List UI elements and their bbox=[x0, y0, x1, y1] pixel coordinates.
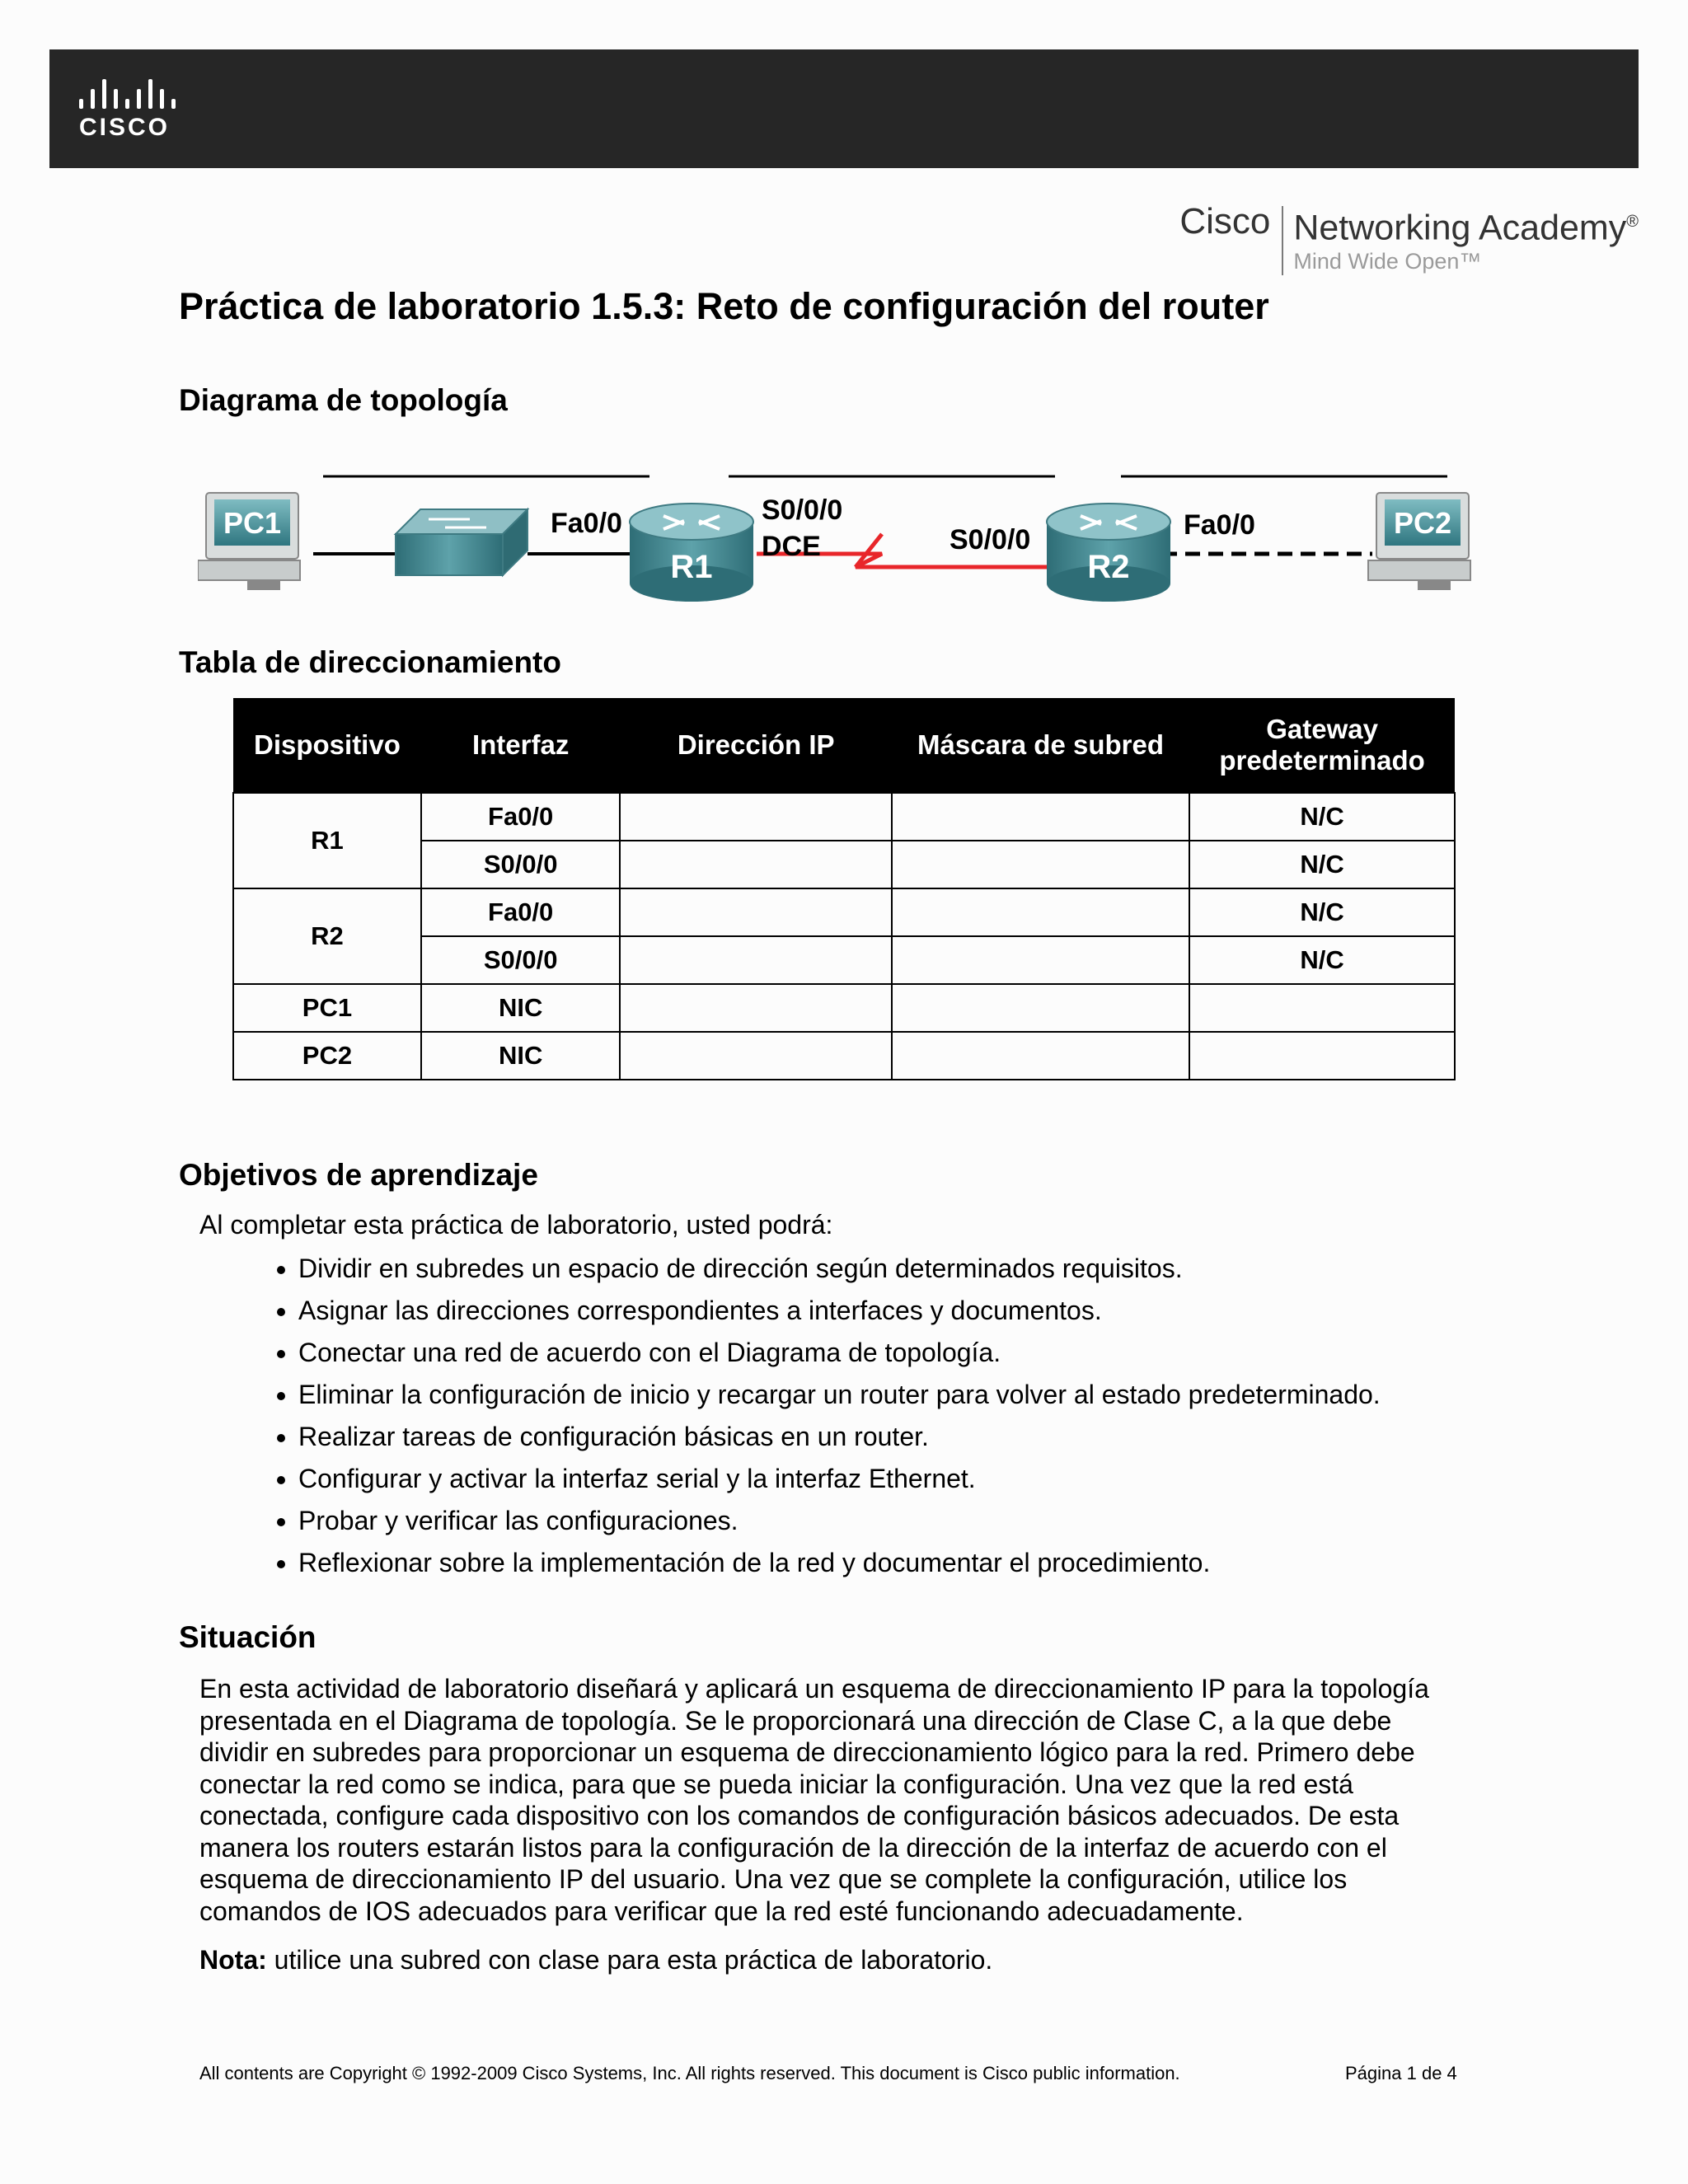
cell-ip bbox=[620, 793, 891, 841]
cell-mask bbox=[892, 841, 1189, 888]
academy-cisco: Cisco bbox=[1179, 201, 1271, 241]
list-item: • Realizar tareas de configuración básicas en un router. bbox=[298, 1416, 1381, 1458]
table-row bbox=[233, 793, 1455, 841]
col-header-gateway: Gateway predeterminado bbox=[1189, 698, 1455, 793]
list-item: • Eliminar la configuración de inicio y recargar un router para volver al estado predeterminado. bbox=[298, 1374, 1381, 1416]
paragraph-line: presentada en el Diagrama de topología. Se le proporcionará una dirección de Clase C, a la que debe bbox=[199, 1705, 1392, 1736]
r1-serial-label: S0/0/0 bbox=[762, 494, 843, 526]
cell-device: R1 bbox=[233, 793, 421, 888]
svg-text:PC2: PC2 bbox=[1393, 506, 1452, 540]
cell-ip bbox=[620, 984, 891, 1032]
topology-heading: Diagrama de topología bbox=[179, 383, 508, 417]
cell-mask bbox=[892, 888, 1189, 936]
paragraph-line: manera los routers estarán listos para la configuración de la dirección de la interfaz de acuerdo con el bbox=[199, 1832, 1387, 1863]
addressing-table bbox=[232, 698, 1456, 1080]
note-label: Nota: bbox=[199, 1945, 267, 1975]
cell-gateway bbox=[1189, 1032, 1455, 1080]
dce-label: DCE bbox=[762, 531, 821, 562]
r2-router-icon bbox=[1047, 504, 1170, 602]
table-row bbox=[233, 984, 1455, 1032]
topology-diagram bbox=[198, 452, 1500, 616]
academy-name: Networking Academy® bbox=[1293, 208, 1639, 248]
svg-text:R1: R1 bbox=[670, 549, 713, 585]
cell-gateway bbox=[1189, 984, 1455, 1032]
col-header-device: Dispositivo bbox=[233, 698, 421, 793]
addressing-heading: Tabla de direccionamiento bbox=[179, 645, 561, 679]
list-item: • Probar y verificar las configuraciones. bbox=[298, 1500, 1381, 1542]
cisco-wordmark: CISCO bbox=[79, 114, 171, 141]
cell-device: PC2 bbox=[233, 1032, 421, 1080]
r1-fa-label: Fa0/0 bbox=[551, 508, 622, 539]
cisco-logo bbox=[79, 79, 195, 145]
r2-serial-label: S0/0/0 bbox=[950, 524, 1031, 555]
note bbox=[199, 1945, 992, 1975]
academy-logo bbox=[1179, 201, 1639, 275]
academy-divider bbox=[1282, 206, 1283, 275]
cell-gateway: N/C bbox=[1189, 793, 1455, 841]
cell-ip bbox=[620, 841, 891, 888]
r1-router-icon bbox=[630, 504, 753, 602]
cell-device: PC1 bbox=[233, 984, 421, 1032]
paragraph-line: comandos de IOS adecuados para verificar que la red esté funcionando adecuadamente. bbox=[199, 1896, 1244, 1926]
cell-mask bbox=[892, 936, 1189, 984]
table-row bbox=[233, 888, 1455, 936]
cell-mask bbox=[892, 793, 1189, 841]
objectives-list bbox=[247, 1248, 1381, 1584]
r2-fa-label: Fa0/0 bbox=[1184, 509, 1255, 541]
svg-text:R2: R2 bbox=[1087, 549, 1130, 585]
paragraph-line: esquema de direccionamiento IP del usuario. Una vez que se complete la configuración, utilice los bbox=[199, 1864, 1348, 1894]
list-item: • Configurar y activar la interfaz serial y la interfaz Ethernet. bbox=[298, 1458, 1381, 1500]
cell-gateway: N/C bbox=[1189, 841, 1455, 888]
situation-heading: Situación bbox=[179, 1620, 316, 1654]
paragraph-line: dividir en subredes para proporcionar un esquema de direccionamiento lógico para la red. Primero debe bbox=[199, 1737, 1415, 1767]
footer-copyright: All contents are Copyright © 1992-2009 Cisco Systems, Inc. All rights reserved. This document is Cisco public information. bbox=[199, 2063, 1180, 2083]
page-title: Práctica de laboratorio 1.5.3: Reto de configuración del router bbox=[179, 285, 1269, 327]
pc1-icon bbox=[198, 493, 300, 590]
cell-interface: S0/0/0 bbox=[421, 936, 621, 984]
col-header-mask: Máscara de subred bbox=[892, 698, 1189, 793]
objectives-intro: Al completar esta práctica de laboratorio, usted podrá: bbox=[199, 1210, 833, 1240]
cell-interface: NIC bbox=[421, 984, 621, 1032]
page-number: Página 1 de 4 bbox=[1345, 2063, 1457, 2083]
paragraph-line: En esta actividad de laboratorio diseñará y aplicará un esquema de direccionamiento IP para la topología bbox=[199, 1674, 1429, 1704]
cell-interface: Fa0/0 bbox=[421, 793, 621, 841]
col-header-ip: Dirección IP bbox=[620, 698, 891, 793]
cell-ip bbox=[620, 1032, 891, 1080]
pc2-icon bbox=[1368, 493, 1470, 590]
cell-gateway: N/C bbox=[1189, 936, 1455, 984]
cell-mask bbox=[892, 984, 1189, 1032]
cell-interface: Fa0/0 bbox=[421, 888, 621, 936]
list-item: • Conectar una red de acuerdo con el Diagrama de topología. bbox=[298, 1332, 1381, 1374]
note-text: utilice una subred con clase para esta práctica de laboratorio. bbox=[266, 1945, 993, 1975]
col-header-interface: Interfaz bbox=[421, 698, 621, 793]
cell-interface: NIC bbox=[421, 1032, 621, 1080]
situation-paragraph bbox=[199, 1673, 1502, 1927]
svg-text:PC1: PC1 bbox=[223, 506, 282, 540]
switch-icon bbox=[396, 509, 528, 575]
paragraph-line: conectar la red como se indica, para que se pueda iniciar la configuración. Una vez que la red está bbox=[199, 1769, 1353, 1799]
list-item: • Asignar las direcciones correspondientes a interfaces y documentos. bbox=[298, 1290, 1381, 1332]
cisco-bars-icon bbox=[79, 79, 195, 109]
table-header-row bbox=[233, 698, 1455, 793]
table-row bbox=[233, 1032, 1455, 1080]
cell-ip bbox=[620, 936, 891, 984]
paragraph-line: conectada, configure cada dispositivo con los comandos de configuración básicos adecuados. De esta bbox=[199, 1801, 1400, 1830]
objectives-heading: Objetivos de aprendizaje bbox=[179, 1158, 538, 1192]
list-item: • Reflexionar sobre la implementación de la red y documentar el procedimiento. bbox=[298, 1542, 1381, 1584]
cell-gateway: N/C bbox=[1189, 888, 1455, 936]
academy-tagline: Mind Wide Open™ bbox=[1293, 249, 1482, 274]
cell-interface: S0/0/0 bbox=[421, 841, 621, 888]
cell-device: R2 bbox=[233, 888, 421, 984]
header-banner bbox=[49, 49, 1639, 168]
cell-mask bbox=[892, 1032, 1189, 1080]
cell-ip bbox=[620, 888, 891, 936]
list-item: • Dividir en subredes un espacio de dirección según determinados requisitos. bbox=[298, 1248, 1381, 1290]
